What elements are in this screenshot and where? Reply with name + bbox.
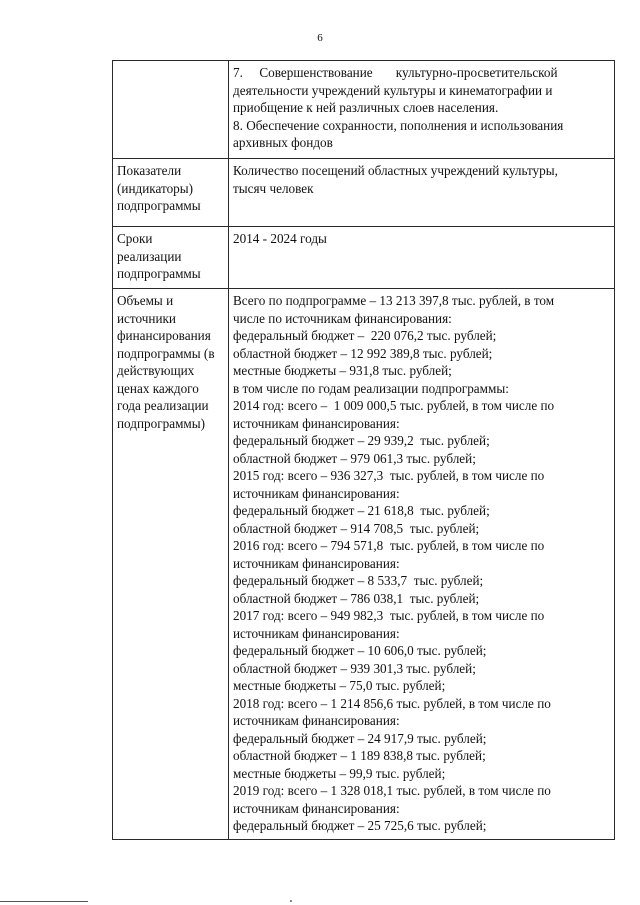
goals-value-cell [229, 61, 615, 159]
goal-8-line-2: архивных фондов [233, 135, 333, 150]
indicators-label-line-1: Показатели [117, 163, 182, 178]
scan-dot-mark [290, 900, 292, 902]
financing-label-line-5: действующих [117, 363, 195, 378]
financing-line: источникам финансирования: [233, 555, 400, 571]
terms-label-line-1: Сроки [117, 231, 153, 246]
terms-value-line-1: 2014 - 2024 годы [233, 231, 327, 246]
table-row-indicators [113, 159, 615, 227]
financing-line: источникам финансирования: [233, 415, 400, 431]
financing-label-line-3: финансирования [117, 328, 211, 343]
financing-line: местные бюджеты – 99,9 тыс. рублей; [233, 765, 446, 781]
indicators-value-line-1: Количество посещений областных учреждений культуры, [233, 163, 558, 178]
financing-line: источникам финансирования: [233, 713, 400, 728]
terms-label-cell [113, 227, 229, 289]
financing-line: 2014 год: всего – 1 009 000,5 тыс. рублей, в том числе по [233, 398, 555, 413]
financing-line: областной бюджет – 786 038,1 тыс. рублей; [233, 590, 480, 606]
goal-7-line-3: приобщение к ней различных слоев населения. [233, 100, 499, 115]
indicators-value-line-2: тысяч человек [233, 180, 314, 196]
financing-line: областной бюджет – 914 708,5 тыс. рублей; [233, 520, 480, 536]
financing-label-line-4: подпрограммы (в [117, 345, 215, 361]
financing-label-line-1: Объемы и [117, 293, 174, 308]
goal-8-line-1: 8. Обеспечение сохранности, пополнения и использования [233, 117, 564, 133]
terms-label-line-2: реализации [117, 248, 182, 264]
financing-line: федеральный бюджет – 10 606,0 тыс. рублей; [233, 643, 487, 658]
terms-value-cell [229, 227, 615, 289]
financing-line: источникам финансирования: [233, 485, 400, 501]
financing-line: областной бюджет – 979 061,3 тыс. рублей; [233, 450, 476, 466]
goals-label-cell [113, 61, 229, 159]
financing-line: местные бюджеты – 75,0 тыс. рублей; [233, 678, 446, 693]
financing-label-line-8: подпрограммы) [117, 415, 206, 431]
financing-line: федеральный бюджет – 220 076,2 тыс. рублей; [233, 328, 497, 343]
financing-line: 2018 год: всего – 1 214 856,6 тыс. рублей, в том числе по [233, 695, 551, 711]
financing-line: федеральный бюджет – 25 725,6 тыс. рублей; [233, 818, 487, 833]
financing-line: Всего по подпрограмме – 13 213 397,8 тыс. рублей, в том [233, 293, 555, 308]
financing-line: 2016 год: всего – 794 571,8 тыс. рублей, в том числе по [233, 538, 545, 553]
financing-label-line-7: года реализации [117, 398, 209, 413]
financing-line: федеральный бюджет – 24 917,9 тыс. рублей; [233, 730, 487, 746]
financing-line: областной бюджет – 12 992 389,8 тыс. рублей; [233, 345, 493, 361]
indicators-label-line-3: подпрограммы [117, 198, 201, 213]
indicators-value-cell [229, 159, 615, 227]
financing-line: 2017 год: всего – 949 982,3 тыс. рублей, в том числе по [233, 608, 545, 623]
financing-line: 2019 год: всего – 1 328 018,1 тыс. рублей, в том числе по [233, 783, 551, 798]
financing-line: 2015 год: всего – 936 327,3 тыс. рублей, в том числе по [233, 468, 545, 483]
financing-line: источникам финансирования: [233, 625, 400, 641]
page-number: 6 [317, 32, 323, 44]
financing-label-line-6: ценах каждого [117, 380, 199, 396]
financing-value-cell [229, 289, 615, 840]
financing-line: местные бюджеты – 931,8 тыс. рублей; [233, 363, 452, 378]
financing-line: федеральный бюджет – 8 533,7 тыс. рублей; [233, 573, 484, 588]
table-row-financing [113, 289, 615, 840]
financing-line: в том числе по годам реализации подпрограммы: [233, 380, 509, 396]
scan-edge-mark [0, 901, 88, 902]
financing-label-line-2: источники [117, 310, 176, 326]
passport-table [112, 60, 615, 840]
financing-label-cell [113, 289, 229, 840]
indicators-label-line-2: (индикаторы) [117, 180, 194, 196]
indicators-label-cell [113, 159, 229, 227]
table-row-terms [113, 227, 615, 289]
financing-line: областной бюджет – 1 189 838,8 тыс. рублей; [233, 748, 486, 763]
goal-7-line-1: 7. Совершенствование культурно-просветительской [233, 65, 558, 80]
goal-7-line-2: деятельности учреждений культуры и кинематографии и [233, 82, 553, 98]
terms-label-line-3: подпрограммы [117, 266, 201, 281]
financing-line: федеральный бюджет – 29 939,2 тыс. рублей; [233, 433, 490, 448]
financing-line: числе по источникам финансирования: [233, 310, 452, 326]
financing-line: федеральный бюджет – 21 618,8 тыс. рублей; [233, 503, 490, 518]
table-row-goals [113, 61, 615, 159]
financing-line: областной бюджет – 939 301,3 тыс. рублей; [233, 660, 476, 676]
financing-line: источникам финансирования: [233, 800, 400, 816]
